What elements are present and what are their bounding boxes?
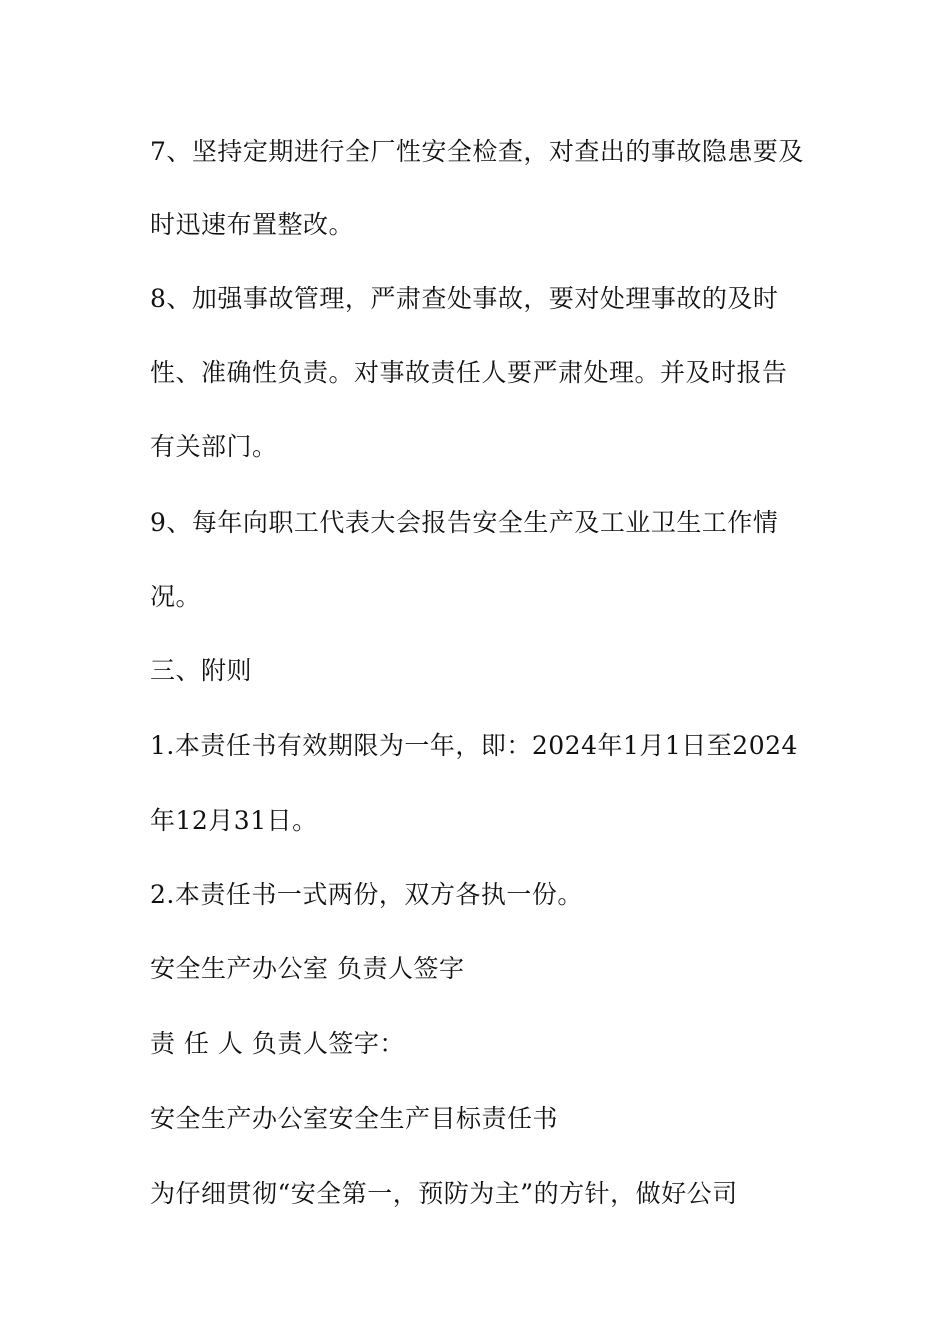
item-9-line-2: 况。: [150, 582, 202, 611]
item-8-line-3: 有关部门。: [150, 432, 278, 461]
item-9-line-1: 9、每年向职工代表大会报告安全生产及工业卫生工作情: [150, 508, 779, 537]
signature-line-responsible: 责 任 人 负责人签字：: [150, 1029, 405, 1058]
item-7-line-2: 时迅速布置整改。: [150, 210, 355, 239]
appendix-item-1-line-1: 1.本责任书有效期限为一年，即：2024年1月1日至2024: [150, 731, 798, 760]
intro-paragraph-line-1: 为仔细贯彻“安全第一，预防为主”的方针，做好公司: [150, 1179, 738, 1208]
signature-line-office: 安全生产办公室 负责人签字: [150, 954, 465, 983]
item-7-line-1: 7、坚持定期进行全厂性安全检查，对查出的事故隐患要及: [150, 137, 804, 166]
appendix-item-2: 2.本责任书一式两份，双方各执一份。: [150, 880, 583, 909]
item-8-line-1: 8、加强事故管理，严肃查处事故，要对处理事故的及时: [150, 284, 779, 313]
section-heading-appendix: 三、附则: [150, 656, 253, 685]
document-title: 安全生产办公室安全生产目标责任书: [150, 1104, 559, 1133]
appendix-item-1-line-2: 年12月31日。: [150, 806, 318, 835]
item-8-line-2: 性、准确性负责。对事故责任人要严肃处理。并及时报告: [150, 358, 788, 387]
